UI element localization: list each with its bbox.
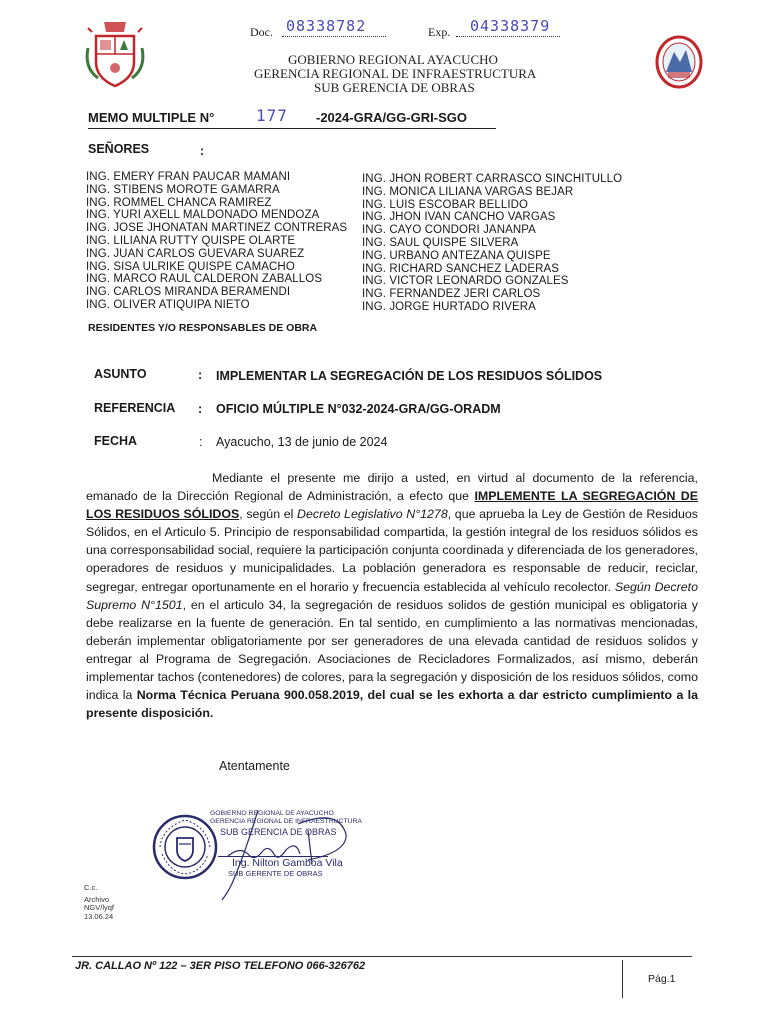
recipient-item: ING. JOSE JHONATAN MARTINEZ CONTRERAS — [86, 222, 348, 235]
peru-coat-of-arms-logo — [84, 18, 146, 90]
recipient-item: ING. JUAN CARLOS GUEVARA SUAREZ — [86, 247, 305, 260]
recipient-item: ING. URBANO ANTEZANA QUISPE — [362, 249, 551, 262]
doc-number: 08338782 — [286, 17, 367, 35]
header-line-2: GERENCIA REGIONAL DE INFRAESTRUCTURA — [254, 66, 537, 81]
cc-block — [84, 884, 114, 921]
body-paragraph — [86, 469, 698, 722]
footer-divider — [622, 960, 623, 998]
memo-title — [88, 106, 496, 129]
recipients-right-list — [362, 173, 622, 314]
body-text-1: Mediante el presente me dirijo a usted, en virtud al documento de la referencia, emanado de la Dirección Regional de Administración, a efecto que — [86, 471, 698, 504]
fecha-label: FECHA — [94, 434, 138, 448]
regional-seal-logo — [654, 34, 704, 90]
header-line-3: SUB GERENCIA DE OBRAS — [314, 80, 475, 95]
recipients-footer: RESIDENTES Y/O RESPONSABLES DE OBRA — [88, 322, 318, 334]
signer-name: Ing. Nilton Gamboa Vila — [232, 857, 343, 869]
fecha-colon: : — [199, 435, 203, 449]
exp-label: Exp. — [428, 25, 451, 39]
fecha-value: Ayacucho, 13 de junio de 2024 — [216, 435, 388, 449]
recipients-colon: : — [200, 144, 205, 158]
signature-block — [218, 856, 343, 878]
cc-line: 13.06.24 — [84, 911, 114, 921]
body-text-4: , en el articulo 34, la segregación de residuos solidos de gestión municipal es obligatoria y debe realizarse en la fuente de generación. En tal sentido, en cumplimiento a las normativas mencionadas, deberán implementar obligatoriamente por ser generadores de una elevada cantidad de residuos solidos y entregar al Programa de Segregación. Asociaciones de Recicladores Formalizados, así mismo, deberán implementar tachos (contenedores) de colores, para la segregación y disposición de los residuos sólidos, como indica la — [86, 597, 698, 703]
body-emphasis-bold: Norma Técnica Peruana 900.058.2019, del cual se les exhorta a dar estricto cumplimiento a la presente disposición. — [86, 688, 698, 721]
referencia-colon: : — [198, 402, 203, 416]
recipient-item: ING. MONICA LILIANA VARGAS BEJAR — [362, 185, 574, 198]
cc-line: C.c. — [84, 883, 98, 892]
recipient-item: ING. SAUL QUISPE SILVERA — [362, 236, 519, 249]
exp-number: 04338379 — [470, 17, 551, 35]
cc-line: NGV/lyqf — [84, 903, 115, 912]
recipient-item: ING. MARCO RAUL CALDERON ZABALLOS — [86, 273, 323, 286]
recipient-item: ING. YURI AXELL MALDONADO MENDOZA — [86, 209, 320, 222]
recipient-item: ING. SISA ULRIKE QUISPE CAMACHO — [86, 260, 295, 273]
recipient-item: ING. OLIVER ATIQUIPA NIETO — [86, 298, 250, 311]
recipient-item: ING. FERNANDEZ JERI CARLOS — [362, 288, 541, 301]
stamp-line-3: SUB GERENCIA DE OBRAS — [220, 827, 337, 837]
recipient-item: ING. LUIS ESCOBAR BELLIDO — [362, 198, 529, 211]
asunto-colon: : — [198, 368, 203, 382]
exp-dots — [456, 26, 560, 37]
header-line-1: GOBIERNO REGIONAL AYACUCHO — [288, 52, 498, 67]
stamp-line-1: GOBIERNO REGIONAL DE AYACUCHO — [210, 810, 334, 817]
footer-rule — [72, 956, 692, 957]
body-text-2: , según el — [239, 507, 298, 522]
asunto-label: ASUNTO — [94, 367, 147, 381]
recipient-item: ING. VICTOR LEONARDO GONZALES — [362, 275, 569, 288]
referencia-value: OFICIO MÚLTIPLE N°032-2024-GRA/GG-ORADM — [216, 402, 501, 416]
body-decree-1: Decreto Legislativo N°1278 — [297, 507, 448, 522]
body-emphasis-underlined: IMPLEMENTE LA SEGREGACIÓN DE LOS RESIDUOS SÓLIDOS — [86, 489, 698, 522]
recipient-item: ING. JORGE HURTADO RIVERA — [362, 300, 536, 313]
memo-prefix: MEMO MULTIPLE N° — [88, 110, 215, 125]
cc-line: Archivo — [84, 894, 110, 904]
recipient-item: ING. JHON ROBERT CARRASCO SINCHITULLO — [362, 173, 623, 185]
referencia-label: REFERENCIA — [94, 401, 176, 415]
stamp-line-2: GERENCIA REGIONAL DE INFRAESTRUCTURA — [210, 818, 362, 825]
closing-text: Atentamente — [219, 759, 290, 773]
page-number: Pág.1 — [648, 973, 676, 985]
recipients-left-list — [86, 171, 347, 312]
recipient-item: ING. JHON IVAN CANCHO VARGAS — [362, 211, 556, 224]
asunto-value: IMPLEMENTAR LA SEGREGACIÓN DE LOS RESIDUOS SÓLIDOS — [216, 369, 603, 383]
body-decree-2: Según Decreto Supremo N°1501 — [86, 579, 698, 612]
memo-number: 177 — [256, 106, 288, 125]
recipient-item: ING. ROMMEL CHANCA RAMIREZ — [86, 196, 272, 209]
recipient-item: ING. RICHARD SANCHEZ LADERAS — [362, 262, 560, 275]
memo-suffix: -2024-GRA/GG-GRI-SGO — [316, 110, 467, 125]
doc-label: Doc. — [250, 25, 273, 39]
recipients-heading: SEÑORES — [88, 142, 150, 156]
recipient-item: ING. LILIANA RUTTY QUISPE OLARTE — [86, 234, 296, 247]
body-text-3: , que aprueba la Ley de Gestión de Residuos Sólidos, en el Articulo 5. Principio de responsabilidad compartida, la gestión integral de los residuos sólidos es una corresponsabilidad social, requiere la participación conjunta coordinada y diferenciada de los generadores, operadores de residuos y municipalidades. La población generadora es responsable de reducir, reciclar, segregar, entregar oportunamente en el horario y frecuencia establecida al vehículo recolector. — [86, 507, 698, 594]
doc-dots — [282, 26, 386, 37]
footer-address: JR. CALLAO Nº 122 – 3ER PISO TELEFONO 066-326762 — [75, 960, 366, 972]
recipient-item: ING. CAYO CONDORI JANANPA — [362, 224, 536, 237]
recipient-item: ING. EMERY FRAN PAUCAR MAMANI — [86, 171, 291, 183]
signer-title: SUB GERENTE DE OBRAS — [228, 869, 323, 878]
recipient-item: ING. CARLOS MIRANDA BERAMENDI — [86, 286, 291, 299]
recipient-item: ING. STIBENS MOROTE GAMARRA — [86, 183, 280, 196]
